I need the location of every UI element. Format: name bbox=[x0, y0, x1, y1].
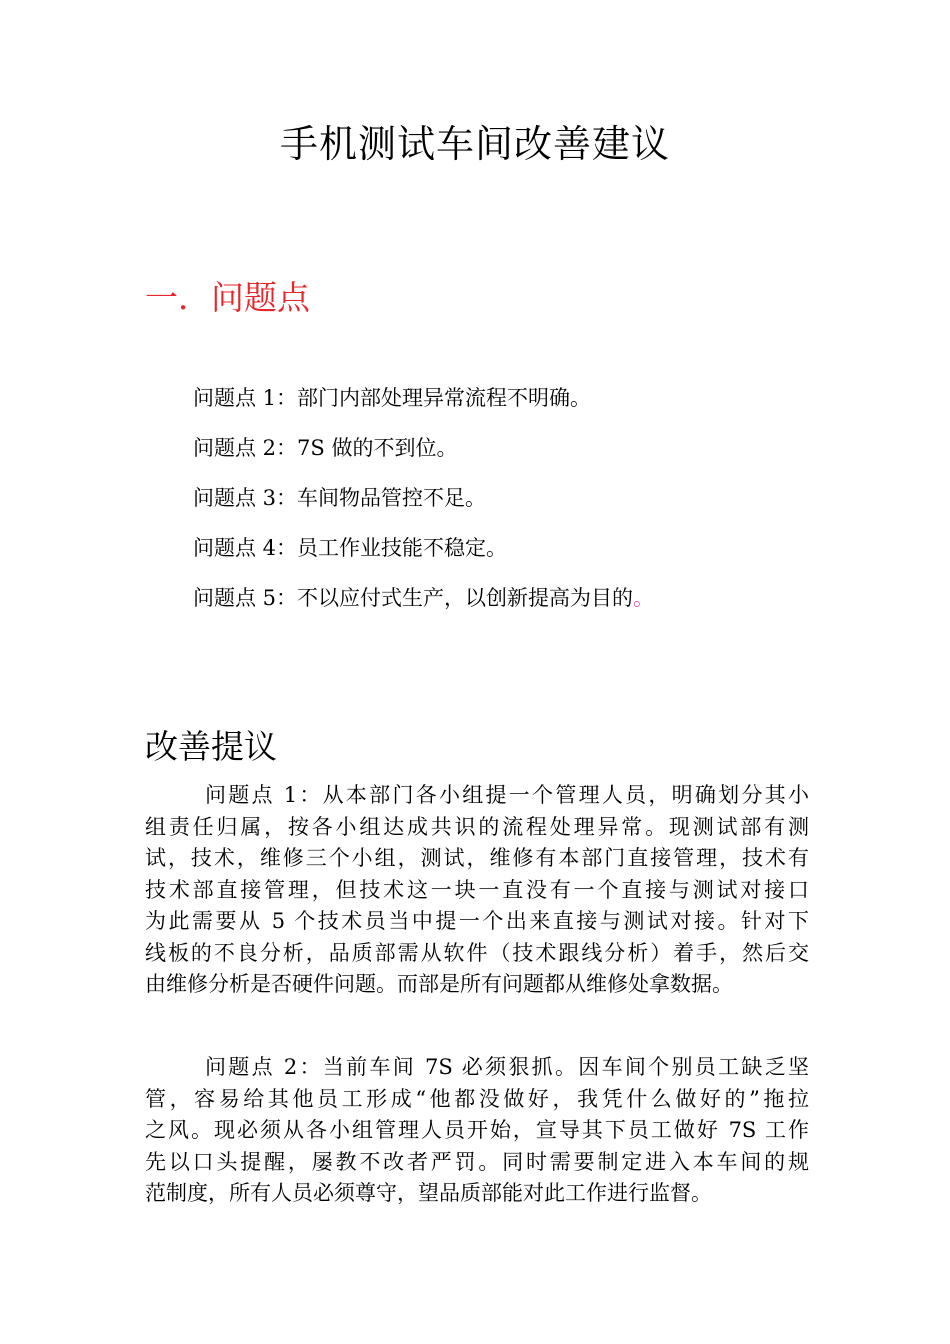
problem-text: 不以应付式生产，以创新提高为目的 bbox=[297, 586, 634, 610]
paragraph-line: 问题点 2：当前车间 7S 必须狠抓。因车间个别员工缺乏坚 bbox=[205, 1055, 809, 1079]
problem-list bbox=[193, 382, 654, 632]
problem-label: 问题点 3： bbox=[193, 486, 298, 510]
problem-text: 部门内部处理异常流程不明确。 bbox=[297, 386, 592, 410]
problem-text: 员工作业技能不稳定。 bbox=[297, 536, 508, 560]
paragraph-line: 管，容易给其他员工形成“他都没做好，我凭什么做好的”拖拉 bbox=[145, 1086, 809, 1111]
paragraph-line: 由维修分析是否硬件问题。而部是所有问题都从维修处拿数据。 bbox=[145, 972, 733, 996]
document-title: 手机测试车间改善建议 bbox=[279, 122, 670, 166]
paragraph-line: 为此需要从 5 个技术员当中提一个出来直接与测试对接。针对下 bbox=[145, 909, 809, 933]
problem-text: 7S 做的不到位。 bbox=[297, 436, 458, 460]
problem-label: 问题点 4： bbox=[193, 536, 298, 560]
paragraph-line: 线板的不良分析，品质部需从软件（技术跟线分析）着手，然后交 bbox=[145, 940, 809, 965]
paragraph-line: 之风。现必须从各小组管理人员开始，宣导其下员工做好 7S 工作 bbox=[145, 1118, 809, 1142]
suggestion-paragraph-1 bbox=[145, 780, 809, 1001]
section-heading-suggestions: 改善提议 bbox=[145, 727, 277, 766]
problem-item-2 bbox=[193, 432, 654, 482]
paragraph-line: 先以口头提醒，屡教不改者严罚。同时需要制定进入本车间的规 bbox=[145, 1149, 809, 1174]
problem-item-5 bbox=[193, 582, 654, 632]
paragraph-line: 技术部直接管理，但技术这一块一直没有一个直接与测试对接口 bbox=[145, 877, 809, 902]
accent-period: 。 bbox=[633, 586, 655, 610]
section-heading-problems: 一．问题点 bbox=[145, 278, 310, 317]
problem-label: 问题点 1： bbox=[193, 386, 298, 410]
problem-item-3 bbox=[193, 482, 654, 532]
problem-label: 问题点 5： bbox=[193, 586, 298, 610]
problem-item-1 bbox=[193, 382, 654, 432]
paragraph-line: 组责任归属，按各小组达成共识的流程处理异常。现测试部有测 bbox=[145, 814, 809, 839]
suggestion-paragraph-2 bbox=[145, 1052, 809, 1210]
problem-label: 问题点 2： bbox=[193, 436, 298, 460]
paragraph-line: 范制度，所有人员必须尊守，望品质部能对此工作进行监督。 bbox=[145, 1181, 712, 1205]
problem-item-4 bbox=[193, 532, 654, 582]
problem-text: 车间物品管控不足。 bbox=[297, 486, 487, 510]
paragraph-line: 问题点 1：从本部门各小组提一个管理人员，明确划分其小 bbox=[205, 783, 809, 807]
paragraph-line: 试，技术，维修三个小组，测试，维修有本部门直接管理，技术有 bbox=[145, 846, 809, 870]
